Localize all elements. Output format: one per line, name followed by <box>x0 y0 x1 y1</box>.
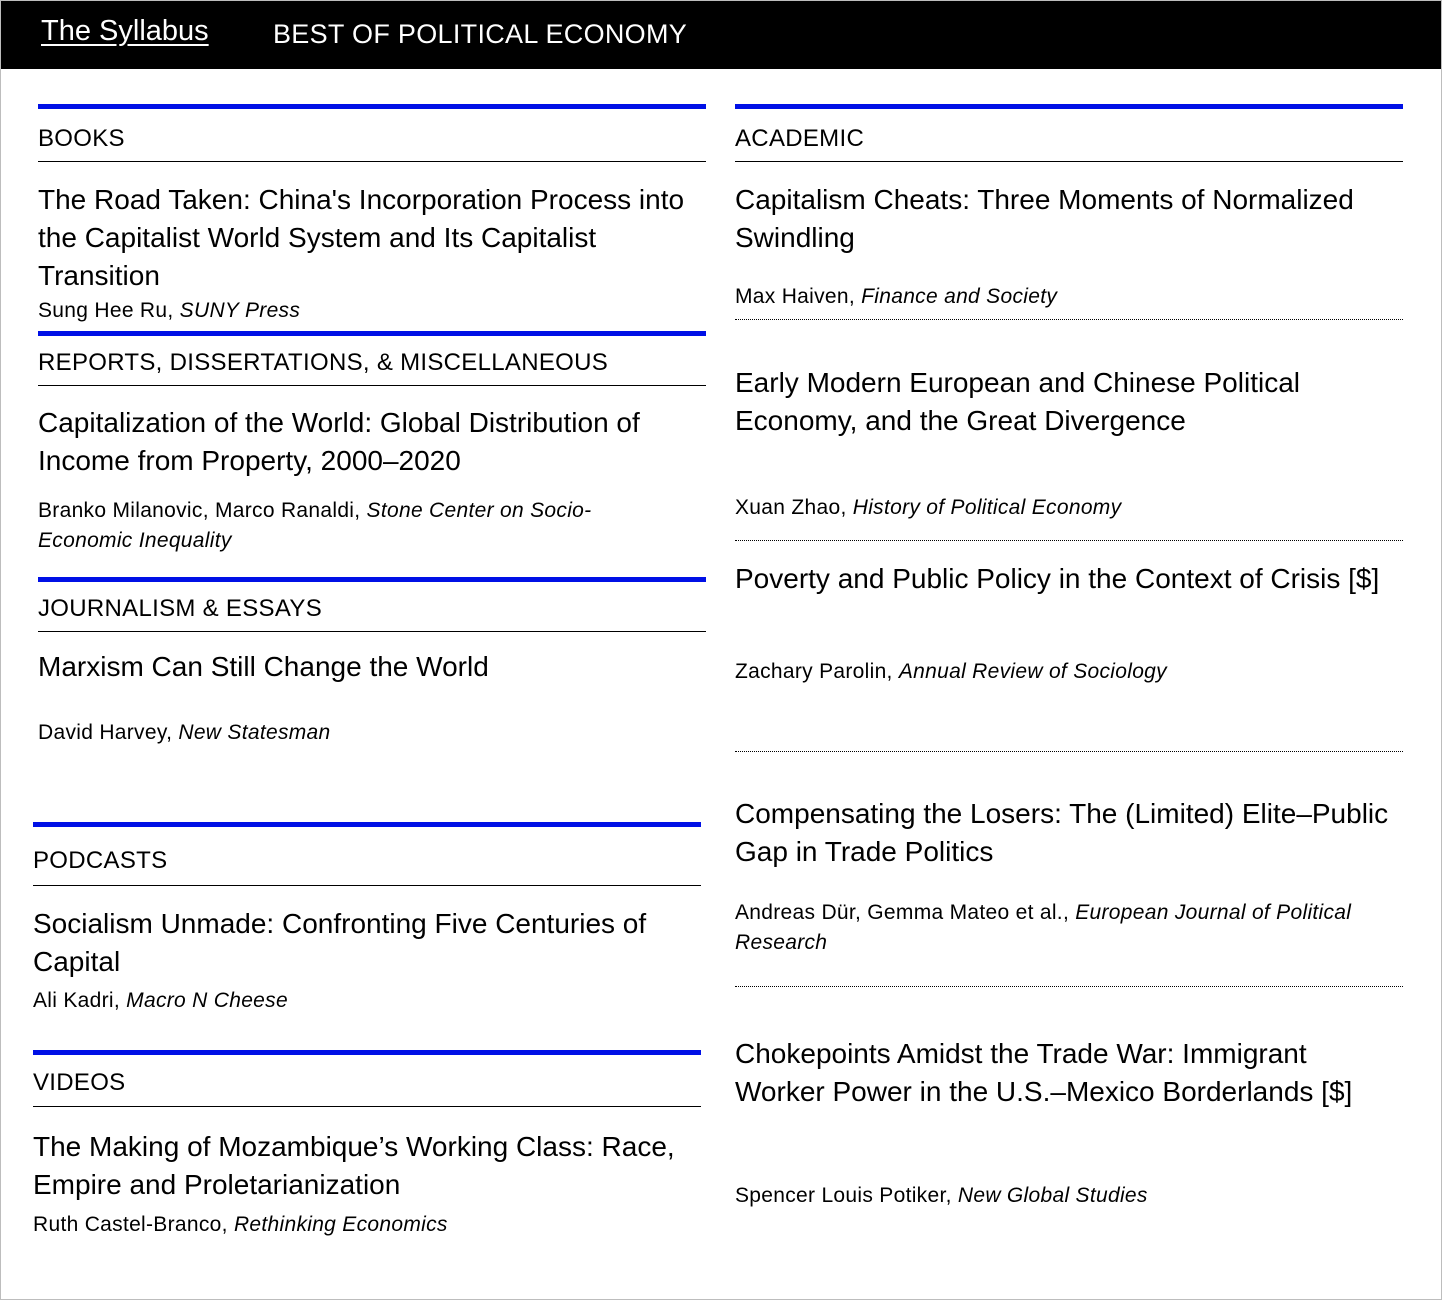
section-podcasts <box>33 822 701 1016</box>
item-title-link[interactable]: Early Modern European and Chinese Political Economy, and the Great Divergence <box>735 367 1300 436</box>
section-heading: BOOKS <box>38 109 706 162</box>
item-source: Annual Review of Sociology <box>898 660 1167 683</box>
item-authors: Xuan Zhao, <box>735 496 847 519</box>
item-authors: Ali Kadri, <box>33 989 121 1012</box>
section-heading: ACADEMIC <box>735 109 1403 162</box>
item-title-link[interactable]: Compensating the Losers: The (Limited) Elite–Public Gap in Trade Politics <box>735 798 1389 867</box>
item-meta <box>33 986 701 1016</box>
list-item <box>38 632 706 748</box>
item-title-link[interactable]: The Road Taken: China's Incorporation Process into the Capitalist World System and Its Capitalist Transition <box>38 184 685 291</box>
page-title: BEST OF POLITICAL ECONOMY <box>273 19 688 49</box>
list-item <box>735 320 1403 541</box>
item-title-link[interactable]: Capitalization of the World: Global Distribution of Income from Property, 2000–2020 <box>38 407 640 476</box>
item-source: SUNY Press <box>179 299 301 322</box>
left-column <box>38 104 706 748</box>
item-source: Macro N Cheese <box>126 989 288 1012</box>
item-authors: Max Haiven, <box>735 285 856 308</box>
item-source: Stone Center on Socio-Economic Inequality <box>38 499 592 552</box>
item-title-link[interactable]: The Making of Mozambique’s Working Class: Race, Empire and Proletarianization <box>33 1131 675 1200</box>
right-column <box>735 104 1403 1217</box>
item-title-link[interactable]: Capitalism Cheats: Three Moments of Normalized Swindling <box>735 184 1354 253</box>
section-heading: JOURNALISM & ESSAYS <box>38 582 706 632</box>
item-meta <box>33 1210 701 1240</box>
item-meta <box>38 296 706 326</box>
list-item <box>38 386 706 556</box>
section-reports <box>38 331 706 556</box>
list-item <box>735 752 1403 987</box>
list-item <box>735 162 1403 320</box>
section-academic <box>735 104 1403 1217</box>
list-item <box>38 162 706 326</box>
item-authors: Sung Hee Ru, <box>38 299 174 322</box>
section-heading: REPORTS, DISSERTATIONS, & MISCELLANEOUS <box>38 336 706 386</box>
item-meta <box>735 657 1167 687</box>
item-source: Rethinking Economics <box>233 1213 448 1236</box>
section-heading: VIDEOS <box>33 1055 701 1107</box>
section-journalism <box>38 577 706 748</box>
item-title-link[interactable]: Chokepoints Amidst the Trade War: Immigrant Worker Power in the U.S.–Mexico Borderlands [$] <box>735 1038 1353 1107</box>
list-item <box>33 886 701 1016</box>
item-title-link[interactable]: Socialism Unmade: Confronting Five Centuries of Capital <box>33 908 647 977</box>
item-authors: Spencer Louis Potiker, <box>735 1184 952 1207</box>
top-bar <box>1 1 1441 69</box>
item-meta <box>735 493 1121 523</box>
item-authors: Andreas Dür, Gemma Mateo et al., <box>735 901 1070 924</box>
item-authors: David Harvey, <box>38 721 173 744</box>
item-meta <box>38 718 706 748</box>
item-meta <box>38 496 638 556</box>
item-source: New Global Studies <box>957 1184 1148 1207</box>
item-source: New Statesman <box>178 721 331 744</box>
item-title-link[interactable]: Poverty and Public Policy in the Context of Crisis [$] <box>735 563 1380 594</box>
item-meta <box>735 898 1395 958</box>
list-item <box>735 541 1403 752</box>
list-item <box>735 987 1403 1217</box>
brand-link[interactable]: The Syllabus <box>41 15 209 47</box>
item-source: European Journal of Political Research <box>735 901 1352 954</box>
left-column-lower <box>33 822 701 1240</box>
section-heading: PODCASTS <box>33 827 701 886</box>
item-source: History of Political Economy <box>852 496 1122 519</box>
item-title-link[interactable]: Marxism Can Still Change the World <box>38 651 489 682</box>
item-authors: Ruth Castel-Branco, <box>33 1213 228 1236</box>
section-books <box>38 104 706 326</box>
item-source: Finance and Society <box>861 285 1058 308</box>
item-meta <box>735 282 1057 312</box>
item-authors: Zachary Parolin, <box>735 660 893 683</box>
item-meta <box>735 1181 1148 1211</box>
list-item <box>33 1107 701 1240</box>
section-videos <box>33 1050 701 1240</box>
item-authors: Branko Milanovic, Marco Ranaldi, <box>38 499 361 522</box>
